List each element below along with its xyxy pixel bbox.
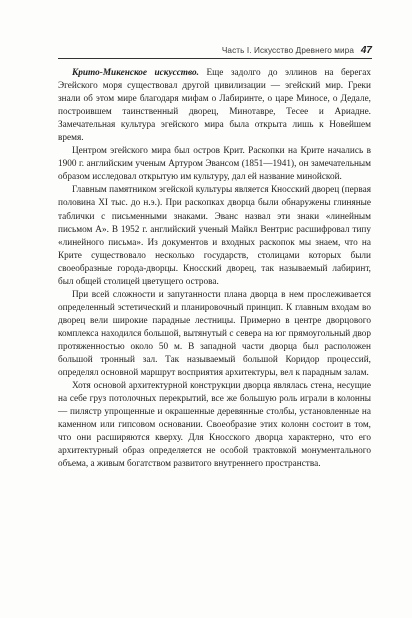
- paragraph-intro: [58, 67, 371, 145]
- running-head: Часть I. Искусство Древнего мира: [221, 46, 354, 55]
- paragraph-text: Еще задолго до эллинов на берегах Эгейского моря существовал другой цивилизации — эгейский мир. Греки знали об этом мире благодаря мифам о Лабиринте, о царе Миносе, о Дедале, построившем таинственный дворец, Минотавре, Тесее и Ариадне. Замечательная культура эгейского мира была открыта лишь к Новейшем время.: [58, 68, 371, 144]
- page-number: 47: [360, 45, 372, 56]
- paragraph-knossos: Главным памятником эгейской культуры является Кносский дворец (первая половина XI тыс. до н.э.). При раскопках дворца были обнаружены глиняные таблички с письменными знаками. Эванс назвал эти знаки «линейным письмом А». В 1952 г. английский ученый Майкл Вентрис расшифровал типу «линейного письма». Из документов и входных раскопок мы знаем, что на Крите существовало несколько государств, столицами которых были своеобразные города-дворцы. Кносский дворец, так называемый лабиринт, был общей столицей цветущего острова.: [58, 185, 371, 287]
- paragraph-crete: Центром эгейского мира был остров Крит. Раскопки на Крите начались в 1900 г. английским ученым Артуром Эвансом (1851—1941), он замечательным образом исследовал открытую им культуру, дал ей название минойской.: [58, 146, 371, 183]
- section-heading: Крито-Микенское искусство.: [72, 68, 199, 78]
- paragraph-plan: При всей сложности и запутанности плана дворца в нем прослеживается определенный эстетический и планировочный принцип. К главным входам во дворец вели широкие парадные лестницы. Примерно в центре дворцового комплекса находился большой, вытянутый с севера на юг прямоугольный двор протяженностью около 50 м. В западной части дворца был расположен большой тронный зал. Так называемый большой Коридор процессий, определял основной маршрут восприятия архитектуры, вел к парадным залам.: [58, 289, 371, 379]
- page-header: [58, 40, 372, 59]
- paragraph-columns: Хотя основой архитектурной конструкции дворца являлась стена, несущие на себе груз потолочных перекрытий, все же большую роль играли в колонны — пилястр упрощенные и окрашенные деревянные столбы, установленные на каменном или гипсовом основании. Своеобразие этих колонн состоит в том, что они расширяются кверху. Для Кносского дворца характерно, что его архитектурный образ определяется не особой трактовкой монументального объема, а живым богатством развитого внутреннего пространства.: [58, 381, 371, 470]
- body-text: [58, 67, 371, 471]
